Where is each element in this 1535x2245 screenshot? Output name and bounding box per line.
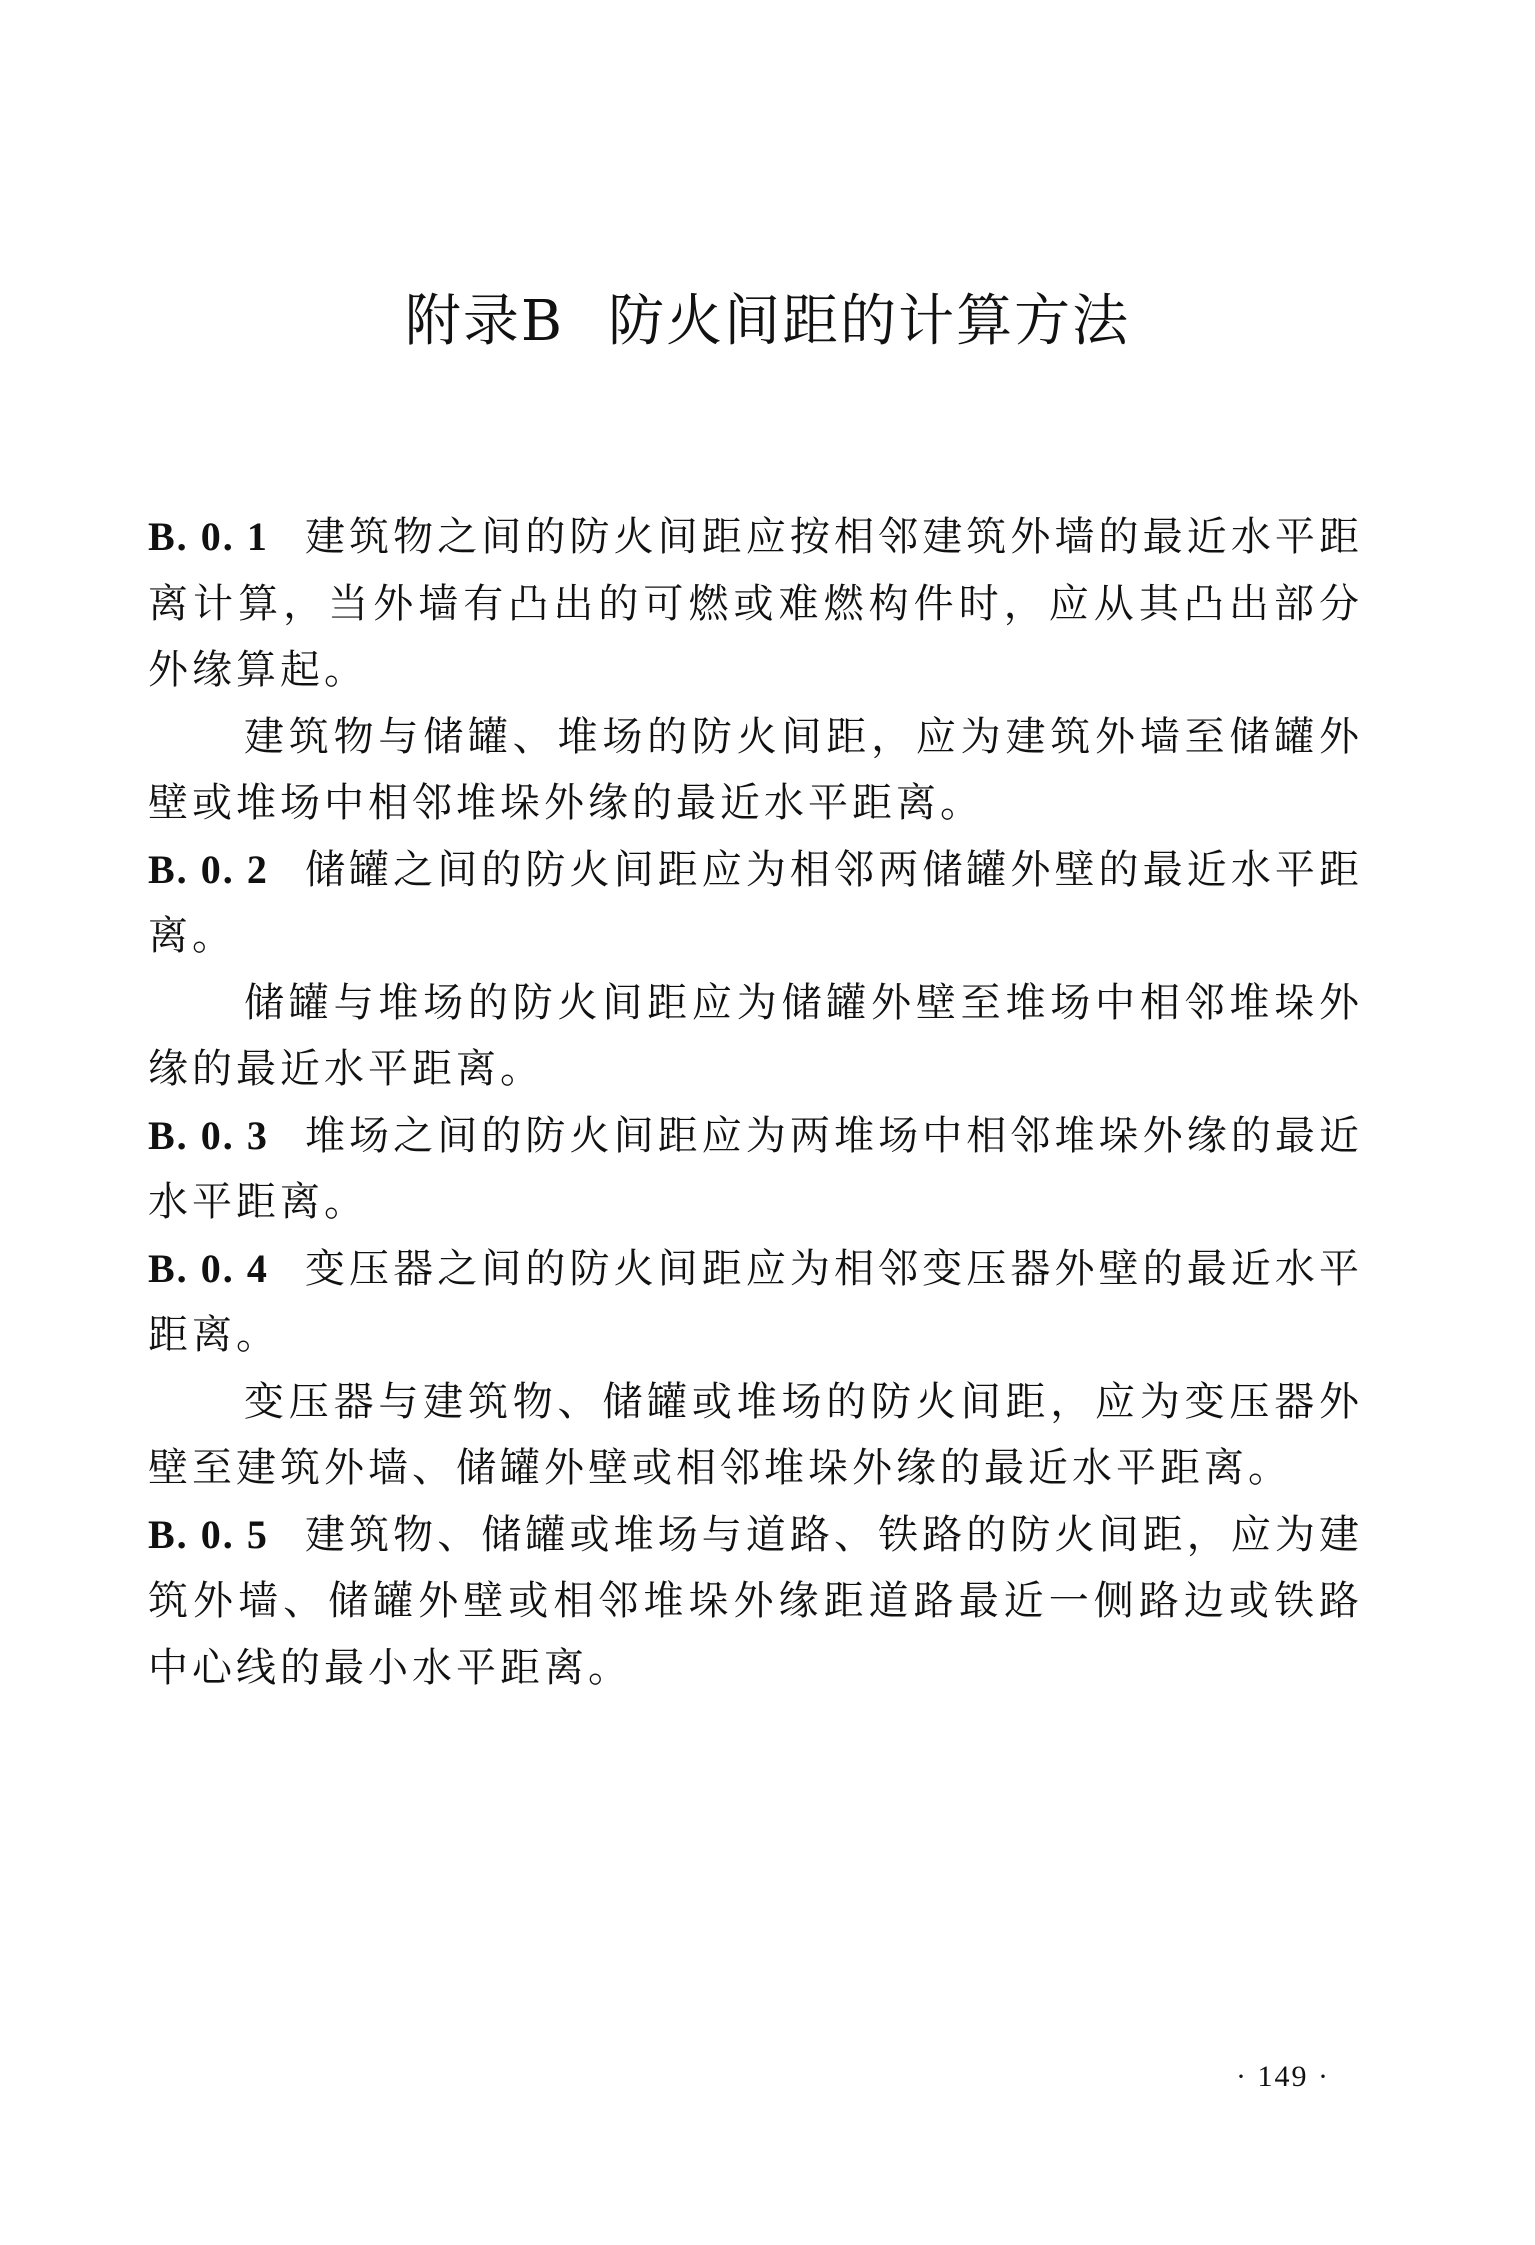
paragraph-text: 建筑物之间的防火间距应按相邻建筑外墙的最近水平距离计算，当外墙有凸出的可燃或难燃构件时，应从其凸出部分外缘算起。 xyxy=(148,514,1363,693)
paragraph-text: 变压器与建筑物、储罐或堆场的防火间距，应为变压器外壁至建筑外墙、储罐外壁或相邻堆垛外缘的最近水平距离。 xyxy=(148,1378,1363,1491)
paragraph-text: 变压器之间的防火间距应为相邻变压器外壁的最近水平距离。 xyxy=(148,1245,1363,1358)
paragraph-text: 建筑物、储罐或堆场与道路、铁路的防火间距，应为建筑外墙、储罐外壁或相邻堆垛外缘距道路最近一侧路边或铁路中心线的最小水平距离。 xyxy=(148,1511,1363,1691)
body-text xyxy=(148,504,1363,1701)
appendix-label: 附录B xyxy=(404,289,565,354)
clause-number: B. 0. 2 xyxy=(148,846,269,892)
paragraph-b-0-1-continued xyxy=(148,704,1363,837)
paragraph-text: 建筑物与储罐、堆场的防火间距，应为建筑外墙至储罐外壁或堆场中相邻堆垛外缘的最近水平距离。 xyxy=(148,713,1363,826)
paragraph-text: 储罐之间的防火间距应为相邻两储罐外壁的最近水平距离。 xyxy=(148,846,1363,959)
clause-paragraph-b-0-5 xyxy=(148,1502,1363,1702)
clause-number: B. 0. 3 xyxy=(148,1112,269,1158)
appendix-title-text: 防火间距的计算方法 xyxy=(608,289,1131,354)
paragraph-b-0-4-continued xyxy=(148,1369,1363,1502)
clause-paragraph-b-0-4 xyxy=(148,1236,1363,1369)
clause-paragraph-b-0-3 xyxy=(148,1103,1363,1236)
clause-paragraph-b-0-1 xyxy=(148,504,1363,704)
page-number: · 149 · xyxy=(1236,2060,1330,2093)
clause-number: B. 0. 1 xyxy=(148,514,269,559)
paragraph-text: 堆场之间的防火间距应为两堆场中相邻堆垛外缘的最近水平距离。 xyxy=(148,1112,1363,1225)
page-title xyxy=(0,282,1535,362)
paragraph-b-0-2-continued xyxy=(148,970,1363,1103)
clause-paragraph-b-0-2 xyxy=(148,837,1363,970)
clause-number: B. 0. 4 xyxy=(148,1245,269,1291)
paragraph-text: 储罐与堆场的防火间距应为储罐外壁至堆场中相邻堆垛外缘的最近水平距离。 xyxy=(148,979,1363,1092)
clause-number: B. 0. 5 xyxy=(148,1511,269,1557)
